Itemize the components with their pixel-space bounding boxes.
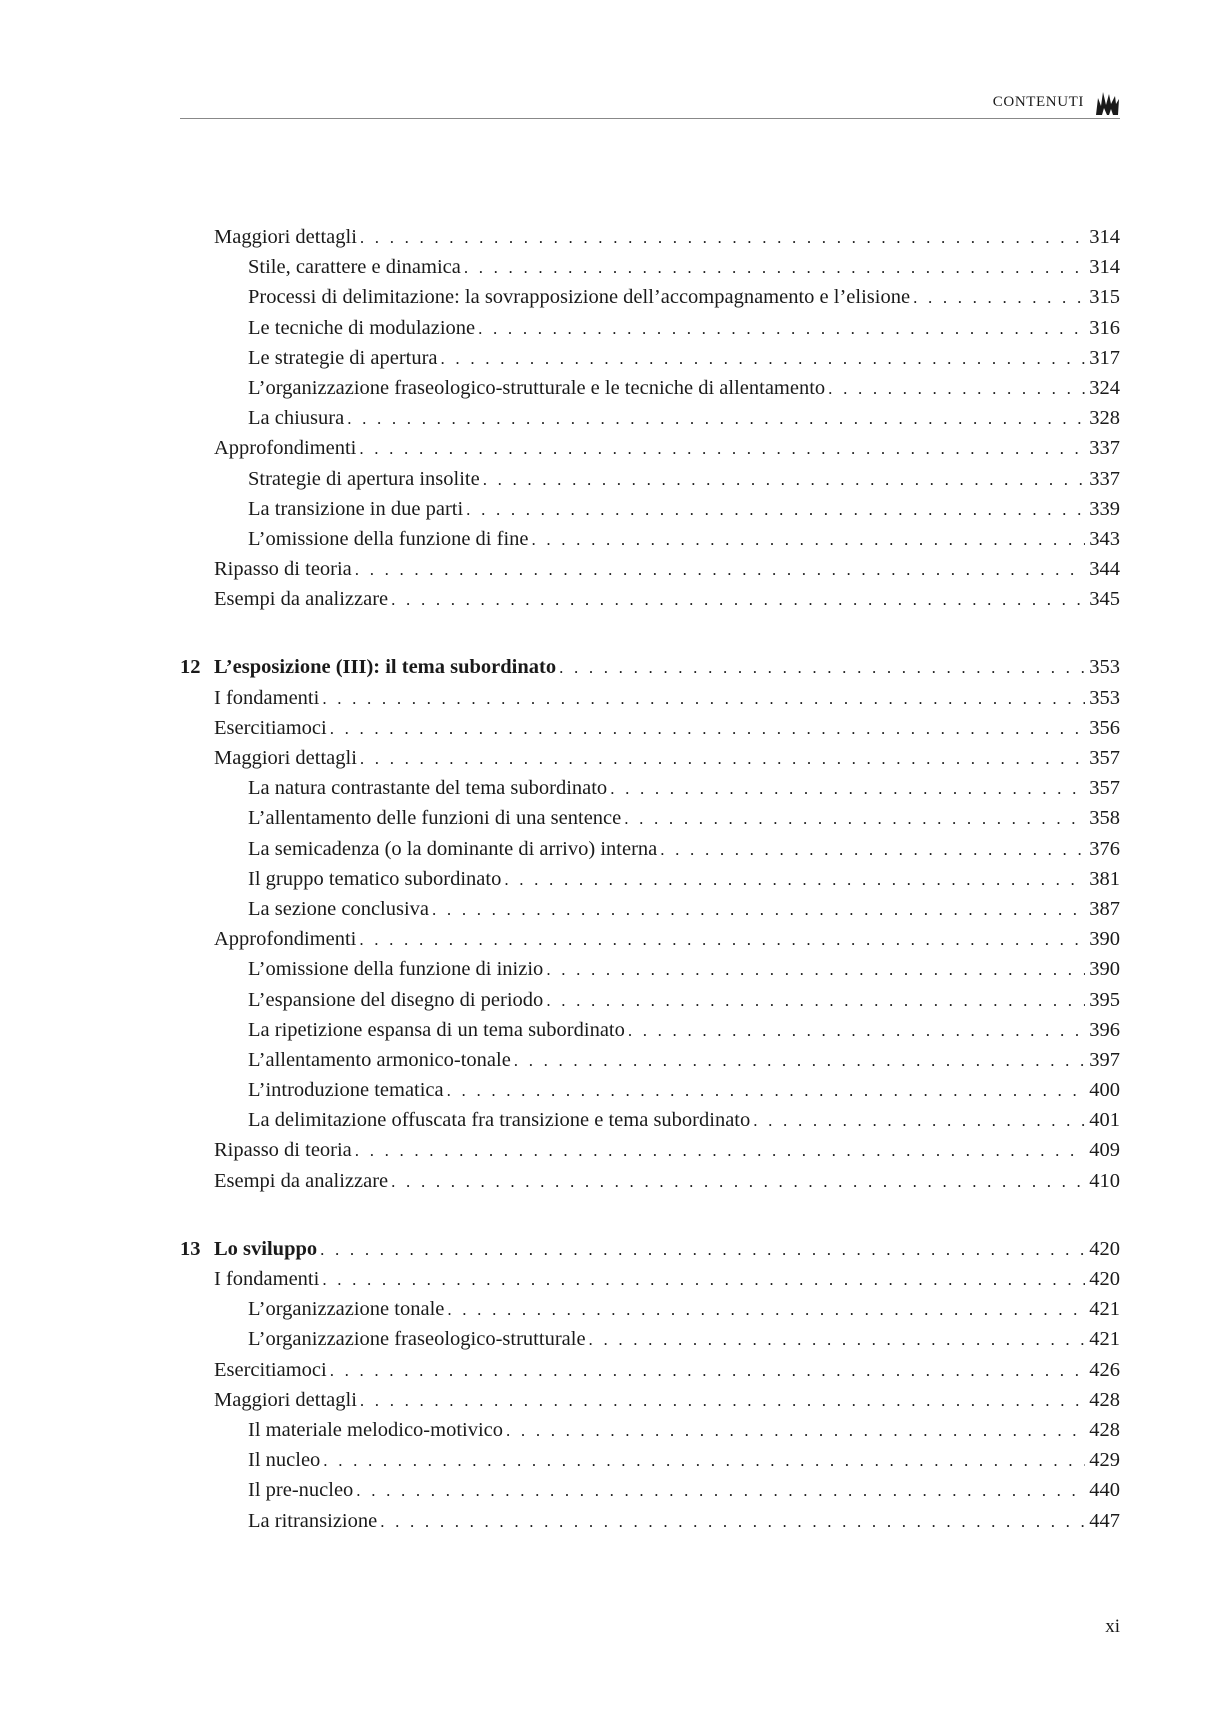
dot-leader — [360, 223, 1085, 253]
dot-leader — [380, 1507, 1085, 1537]
dot-leader — [559, 653, 1085, 683]
toc-entry[interactable] — [180, 985, 1120, 1015]
toc-entry-title: Ripasso di teoria — [214, 558, 352, 581]
toc-entry-page: 397 — [1089, 1048, 1120, 1071]
dot-leader — [546, 955, 1085, 985]
toc-entry-title: Il materiale melodico-motivico — [248, 1418, 504, 1441]
toc-entry-title: L’esposizione (III): il tema subordinato — [214, 656, 557, 679]
section-gap — [180, 614, 1120, 652]
toc-entry-title: Esercitiamoci — [214, 716, 327, 739]
toc-entry[interactable] — [180, 433, 1120, 463]
dot-leader — [356, 1476, 1085, 1506]
toc-entry-page: 447 — [1089, 1509, 1120, 1532]
toc-entry-title: Stile, carattere e dinamica — [248, 256, 461, 279]
dot-leader — [624, 804, 1085, 834]
toc-entry-page: 314 — [1089, 226, 1120, 248]
dot-leader — [913, 283, 1085, 313]
toc-entry-page: 315 — [1089, 286, 1120, 309]
toc-entry-page: 317 — [1089, 346, 1120, 369]
toc-entry-page: 343 — [1089, 527, 1120, 550]
dot-leader — [483, 465, 1086, 495]
dot-leader — [359, 925, 1085, 955]
dot-leader — [610, 774, 1085, 804]
toc-entry-page: 314 — [1089, 256, 1120, 279]
toc-entry-page: 356 — [1089, 716, 1120, 739]
toc-entry[interactable] — [180, 1105, 1120, 1135]
toc-entry-page: 426 — [1089, 1358, 1120, 1381]
toc-entry-title: L’espansione del disegno di periodo — [248, 988, 544, 1011]
toc-entry[interactable] — [180, 864, 1120, 894]
toc-entry[interactable] — [180, 1166, 1120, 1196]
dot-leader — [660, 835, 1085, 865]
dot-leader — [589, 1325, 1086, 1355]
toc-entry-title: Il gruppo tematico subordinato — [248, 867, 502, 890]
chapter-number: 12 — [180, 656, 201, 679]
toc-entry-page: 316 — [1089, 316, 1120, 339]
toc-entry[interactable] — [180, 1445, 1120, 1475]
toc-entry[interactable] — [180, 803, 1120, 833]
toc-entry-title: La sezione conclusiva — [248, 897, 430, 920]
toc-entry-page: 420 — [1089, 1237, 1120, 1260]
toc-entry-page: 381 — [1089, 867, 1120, 890]
toc-entry[interactable] — [180, 524, 1120, 554]
toc-entry[interactable] — [180, 403, 1120, 433]
toc-entry-page: 409 — [1089, 1139, 1120, 1162]
toc-entry[interactable] — [180, 1415, 1120, 1445]
toc-entry[interactable] — [180, 1355, 1120, 1385]
toc-entry[interactable] — [180, 713, 1120, 743]
toc-entry-page: 337 — [1089, 437, 1120, 460]
section-gap — [180, 1196, 1120, 1234]
toc-entry[interactable] — [180, 1294, 1120, 1324]
toc-entry-title: L’allentamento armonico-tonale — [248, 1048, 511, 1071]
toc-entry-title: L’organizzazione tonale — [248, 1298, 445, 1321]
toc-entry-page: 421 — [1089, 1328, 1120, 1351]
publisher-logo-icon — [1094, 90, 1120, 116]
toc-entry[interactable] — [180, 894, 1120, 924]
toc-entry[interactable] — [180, 464, 1120, 494]
toc-entry-title: Esercitiamoci — [214, 1358, 327, 1381]
page-number: xi — [1105, 1616, 1120, 1637]
toc-entry-page: 395 — [1089, 988, 1120, 1011]
toc-entry-title: Ripasso di teoria — [214, 1139, 352, 1162]
chapter-number: 13 — [180, 1237, 201, 1260]
toc-entry-page: 328 — [1089, 407, 1120, 430]
toc-entry[interactable] — [180, 282, 1120, 312]
toc-entry-title: La chiusura — [248, 407, 345, 430]
toc-entry[interactable] — [180, 494, 1120, 524]
dot-leader — [323, 1446, 1085, 1476]
dot-leader — [355, 555, 1085, 585]
toc-entry-title: L’allentamento delle funzioni di una sentence — [248, 807, 622, 830]
toc-entry-title: Lo sviluppo — [214, 1237, 318, 1260]
toc-entry[interactable] — [180, 1045, 1120, 1075]
toc-entry-page: 353 — [1089, 686, 1120, 709]
toc-entry-page: 344 — [1089, 558, 1120, 581]
toc-entry[interactable] — [180, 1075, 1120, 1105]
toc-entry-page: 390 — [1089, 958, 1120, 981]
dot-leader — [360, 744, 1085, 774]
toc-entry[interactable] — [180, 1475, 1120, 1505]
dot-leader — [391, 585, 1085, 615]
toc-entry-page: 400 — [1089, 1079, 1120, 1102]
toc-entry-title: Approfondimenti — [214, 928, 357, 951]
dot-leader — [330, 714, 1086, 744]
toc-entry-title: L’omissione della funzione di fine — [248, 527, 529, 550]
toc-entry[interactable] — [180, 1385, 1120, 1415]
dot-leader — [432, 895, 1085, 925]
toc-entry-title: Le strategie di apertura — [248, 346, 438, 369]
toc-entry-title: Esempi da analizzare — [214, 1169, 389, 1192]
toc-entry-page: 429 — [1089, 1449, 1120, 1472]
toc-entry-title: La semicadenza (o la dominante di arrivo) interna — [248, 837, 658, 860]
dot-leader — [531, 525, 1085, 555]
toc-entry-title: L’omissione della funzione di inizio — [248, 958, 544, 981]
toc-entry-page: 357 — [1089, 747, 1120, 769]
dot-leader — [441, 344, 1086, 374]
toc-entry-title: La delimitazione offuscata fra transizione e tema subordinato — [248, 1109, 751, 1132]
dot-leader — [322, 684, 1085, 714]
dot-leader — [628, 1016, 1085, 1046]
toc-entry[interactable] — [180, 773, 1120, 803]
toc-entry-title: La transizione in due parti — [248, 497, 464, 520]
toc-entry[interactable] — [180, 1264, 1120, 1294]
toc-entry-page: 421 — [1089, 1298, 1120, 1321]
dot-leader — [355, 1136, 1085, 1166]
dot-leader — [504, 865, 1085, 895]
toc-entry-page: 376 — [1089, 837, 1120, 860]
dot-leader — [828, 374, 1085, 404]
toc-entry[interactable] — [180, 373, 1120, 403]
toc-entry-title: La natura contrastante del tema subordinato — [248, 777, 608, 800]
header-title: CONTENUTI — [992, 94, 1084, 110]
toc-entry-title: Il nucleo — [248, 1449, 321, 1472]
dot-leader — [546, 986, 1085, 1016]
dot-leader — [320, 1235, 1085, 1265]
toc-entry-page: 339 — [1089, 497, 1120, 520]
toc-entry-title: Maggiori dettagli — [214, 226, 357, 248]
toc-entry-title: Le tecniche di modulazione — [248, 316, 476, 339]
dot-leader — [447, 1295, 1085, 1325]
toc-entry-page: 345 — [1089, 588, 1120, 611]
toc-entry-title: Il pre-nucleo — [248, 1479, 354, 1502]
toc-entry-title: Strategie di apertura insolite — [248, 467, 480, 490]
toc-entry-page: 357 — [1089, 777, 1120, 800]
dot-leader — [322, 1265, 1085, 1295]
toc-entry[interactable] — [180, 1015, 1120, 1045]
toc-entry-page: 353 — [1089, 656, 1120, 679]
toc-entry-title: L’organizzazione fraseologico-strutturale — [248, 1328, 586, 1351]
toc-entry-page: 396 — [1089, 1018, 1120, 1041]
dot-leader — [506, 1416, 1085, 1446]
dot-leader — [447, 1076, 1086, 1106]
dot-leader — [330, 1356, 1086, 1386]
dot-leader — [514, 1046, 1085, 1076]
toc-entry[interactable] — [180, 683, 1120, 713]
toc-entry-title: La ripetizione espansa di un tema subordinato — [248, 1018, 625, 1041]
toc-entry-page: 428 — [1089, 1388, 1120, 1411]
toc-entry[interactable] — [180, 252, 1120, 282]
toc-chapter-entry[interactable] — [180, 1234, 1120, 1264]
toc-entry-title: I fondamenti — [214, 1268, 320, 1290]
toc-entry-page: 440 — [1089, 1479, 1120, 1502]
toc-entry-title: I fondamenti — [214, 686, 320, 709]
toc-entry-title: Maggiori dettagli — [214, 1388, 357, 1411]
toc-entry[interactable] — [180, 584, 1120, 614]
toc-entry-title: L’organizzazione fraseologico-strutturale e le tecniche di allentamento — [248, 376, 826, 399]
toc-entry[interactable] — [180, 954, 1120, 984]
toc-entry-page: 390 — [1089, 928, 1120, 951]
dot-leader — [753, 1106, 1085, 1136]
toc-entry-title: Approfondimenti — [214, 437, 357, 460]
toc-entry[interactable] — [180, 554, 1120, 584]
toc-entry-title: Maggiori dettagli — [214, 747, 357, 769]
toc-entry-page: 410 — [1089, 1169, 1120, 1192]
toc-entry[interactable] — [180, 1324, 1120, 1354]
dot-leader — [478, 314, 1085, 344]
toc-entry-title: Processi di delimitazione: la sovrapposizione dell’accompagnamento e l’elisione — [248, 286, 911, 309]
toc-entry-title: Esempi da analizzare — [214, 588, 389, 611]
toc-entry-page: 420 — [1089, 1268, 1120, 1290]
toc-entry[interactable] — [180, 1135, 1120, 1165]
running-header — [180, 90, 1120, 119]
dot-leader — [347, 404, 1085, 434]
toc-entry[interactable] — [180, 343, 1120, 373]
toc-entry[interactable] — [180, 924, 1120, 954]
toc-entry-title: L’introduzione tematica — [248, 1079, 444, 1102]
toc-entry-page: 358 — [1089, 807, 1120, 830]
toc-entry-page: 428 — [1089, 1418, 1120, 1441]
toc-entry-page: 324 — [1089, 376, 1120, 399]
dot-leader — [466, 495, 1085, 525]
dot-leader — [464, 253, 1085, 283]
toc-entry-title: La ritransizione — [248, 1509, 378, 1532]
toc-entry[interactable] — [180, 834, 1120, 864]
toc-entry[interactable] — [180, 743, 1120, 773]
toc-entry[interactable] — [180, 1506, 1120, 1536]
toc-entry[interactable] — [180, 222, 1120, 252]
table-of-contents — [180, 222, 1120, 1536]
dot-leader — [391, 1167, 1085, 1197]
toc-chapter-entry[interactable] — [180, 652, 1120, 682]
toc-entry-page: 337 — [1089, 467, 1120, 490]
dot-leader — [359, 434, 1085, 464]
dot-leader — [360, 1386, 1085, 1416]
toc-entry-page: 387 — [1089, 897, 1120, 920]
toc-entry[interactable] — [180, 313, 1120, 343]
toc-entry-page: 401 — [1089, 1109, 1120, 1132]
